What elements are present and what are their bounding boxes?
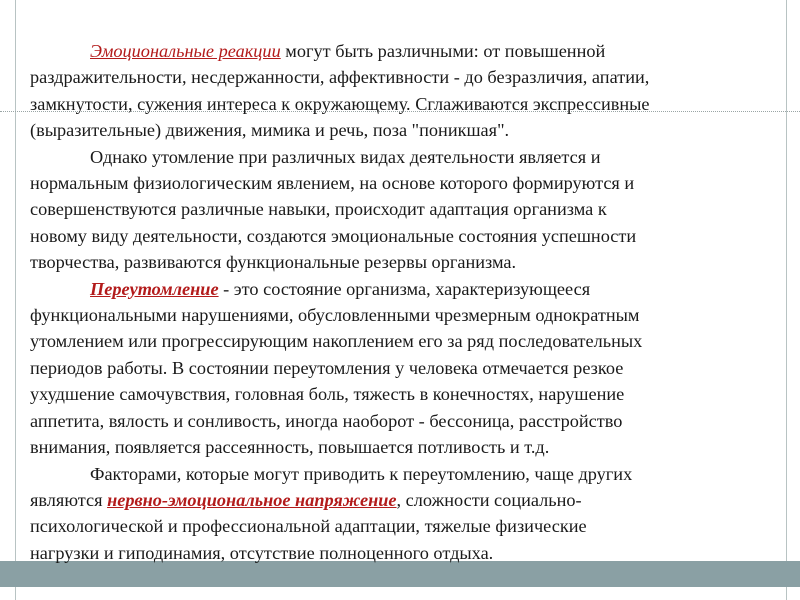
paragraph-overfatigue	[30, 276, 782, 461]
text-line: совершенствуются различные навыки, происходит адаптация организма к	[30, 199, 607, 220]
body-text	[30, 38, 782, 566]
text-line: Факторами, которые могут приводить к переутомлению, чаще других	[90, 463, 633, 484]
text-line: творчества, развиваются функциональные резервы организма.	[30, 252, 517, 273]
text-line: психологической и профессиональной адаптации, тяжелые физические	[30, 516, 587, 537]
term-nervous-emotional-tension: нервно-эмоциональное напряжение	[107, 489, 397, 510]
text-line: внимания, появляется рассеянность, повышается потливость и т.д.	[30, 437, 550, 458]
paragraph-emotional-reactions	[30, 38, 782, 144]
paragraph-fatigue-normal	[30, 144, 782, 276]
frame-right-line	[786, 0, 787, 600]
text-line: являются нервно-эмоциональное напряжение, сложности социально-	[30, 489, 582, 510]
text-line: функциональными нарушениями, обусловленными чрезмерным однократным	[30, 305, 640, 326]
text-line: новому виду деятельности, создаются эмоциональные состояния успешности	[30, 225, 637, 246]
text-line: нагрузки и гиподинамия, отсутствие полноценного отдыха.	[30, 542, 494, 563]
text-line: утомлением или прогрессирующим накоплением его за ряд последовательных	[30, 331, 643, 352]
text-line: аппетита, вялость и сонливость, иногда наоборот - бессоница, расстройство	[30, 410, 623, 431]
text-line: нормальным физиологическим явлением, на основе которого формируются и	[30, 173, 635, 194]
text-line: Эмоциональные реакции могут быть различными: от повышенной	[90, 41, 606, 61]
text-line: периодов работы. В состоянии переутомления у человека отмечается резкое	[30, 357, 624, 378]
paragraph-factors	[30, 461, 782, 567]
text-line: (выразительные) движения, мимика и речь, поза "поникшая".	[30, 120, 510, 141]
term-overfatigue: Переутомление	[90, 278, 219, 299]
text-line: Переутомление - это состояние организма, характеризующееся	[90, 278, 591, 299]
frame-left-line	[15, 0, 16, 600]
text-line: ухудшение самочувствия, головная боль, тяжесть в конечностях, нарушение	[30, 384, 625, 405]
term-emotional-reactions: Эмоциональные реакции	[90, 41, 281, 61]
text-line: Однако утомление при различных видах деятельности является и	[90, 146, 601, 167]
text-line: раздражительности, несдержанности, аффективности - до безразличия, апатии,	[30, 67, 650, 88]
text-line: замкнутости, сужения интереса к окружающему. Сглаживаются экспрессивные	[30, 93, 650, 114]
